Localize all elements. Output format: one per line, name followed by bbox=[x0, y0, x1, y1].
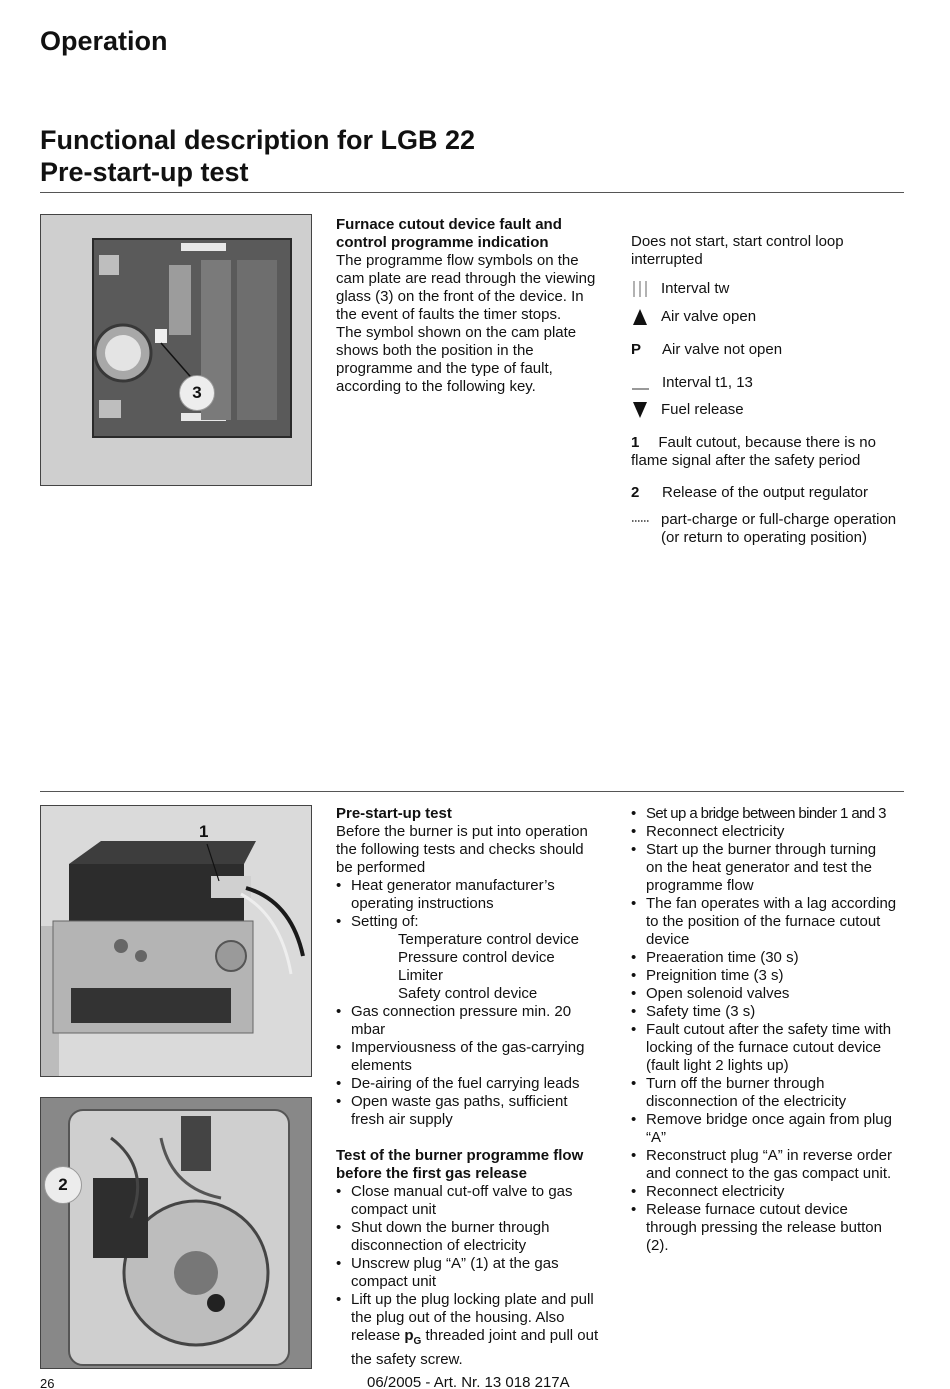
section-title: Operation bbox=[40, 26, 168, 56]
key-label: Release of the output regulator bbox=[662, 484, 868, 501]
key-intro-line1: Does not start, start control loop bbox=[631, 233, 844, 250]
intro-line: Before the burner is put into operation bbox=[336, 823, 588, 840]
list-item: • Preignition time (3 s) bbox=[631, 967, 909, 985]
test-heading-line1: Test of the burner programme flow bbox=[336, 1147, 584, 1164]
test-steps-right-column bbox=[631, 805, 909, 1255]
key-intro bbox=[631, 233, 906, 269]
intro-line: be performed bbox=[336, 859, 426, 876]
key-fault-line1 bbox=[631, 434, 906, 452]
list-item: • De-airing of the fuel carrying leads bbox=[336, 1075, 621, 1093]
key-fault-cutout bbox=[631, 434, 906, 470]
key-label: part-charge or full-charge operation bbox=[661, 511, 897, 528]
list-item: • Lift up the plug locking plate and pull the plug out of the housing. Also release $p_G$ threaded joint and pull out the safety screw. bbox=[336, 1291, 621, 1369]
callout-1: 1 bbox=[199, 822, 209, 841]
pre-start-heading: Pre-start-up test bbox=[336, 805, 452, 822]
body-line: The symbol shown on the cam plate bbox=[336, 324, 577, 341]
key-label: Air valve not open bbox=[662, 341, 783, 358]
body-line: shows both the position in the bbox=[336, 342, 534, 359]
body-line: according to the following key. bbox=[336, 378, 536, 395]
top-divider bbox=[40, 192, 904, 193]
checks-list-2 bbox=[336, 1003, 621, 1129]
list-item: • Gas connection pressure min. 20 mbar bbox=[336, 1003, 621, 1039]
middle-divider bbox=[40, 791, 904, 792]
cam-plate-description bbox=[336, 216, 616, 396]
body-line: cam plate are read through the viewing bbox=[336, 270, 596, 287]
body-line: programme and the type of fault, bbox=[336, 360, 553, 377]
setting-item: Temperature control device bbox=[398, 931, 579, 948]
key-label: Air valve open bbox=[661, 308, 757, 325]
triangle-up-icon bbox=[631, 308, 659, 331]
setting-item: Safety control device bbox=[398, 985, 538, 1002]
list-item: • Set up a bridge between binder 1 and 3 bbox=[631, 805, 909, 823]
list-item: • Open solenoid valves bbox=[631, 985, 909, 1003]
body-line: the event of faults the timer stops. bbox=[336, 306, 562, 323]
key-label: Interval tw bbox=[661, 280, 730, 297]
key-symbol-p: P bbox=[631, 341, 642, 358]
test-steps-list bbox=[336, 1183, 621, 1369]
list-item: • Safety time (3 s) bbox=[631, 1003, 909, 1021]
page-number: 26 bbox=[40, 1376, 55, 1389]
page-title-line2: Pre-start-up test bbox=[40, 157, 249, 187]
list-item: • Reconnect electricity bbox=[631, 1183, 909, 1201]
list-item: • Reconstruct plug “A” in reverse order and connect to the gas compact unit. bbox=[631, 1147, 909, 1183]
underscore-line-icon bbox=[631, 374, 659, 397]
burner-interior-photo bbox=[40, 1097, 312, 1369]
callout-3: 3 bbox=[179, 375, 215, 411]
key-label: (or return to operating position) bbox=[661, 529, 867, 546]
release-pg-line: release $p_G$ threaded joint and pull out bbox=[351, 1327, 599, 1347]
key-symbol-1: 1 bbox=[631, 434, 640, 451]
burner-interior-illustration bbox=[41, 1098, 312, 1369]
list-item: • Setting of: bbox=[336, 913, 621, 931]
list-item: • Start up the burner through turning on the heat generator and test the programme flow bbox=[631, 841, 909, 895]
list-item: • Shut down the burner through disconnection of electricity bbox=[336, 1219, 621, 1255]
gas-valve-illustration bbox=[41, 806, 312, 1077]
list-item: • Fault cutout after the safety time with locking of the furnace cutout device (fault light 2 lights up) bbox=[631, 1021, 909, 1075]
test-heading-line2: before the first gas release bbox=[336, 1165, 527, 1182]
list-item: • Release furnace cutout device through pressing the release button (2). bbox=[631, 1201, 909, 1255]
page-title bbox=[40, 124, 475, 188]
key-intro-line2: interrupted bbox=[631, 251, 703, 268]
list-item: • Turn off the burner through disconnection of the electricity bbox=[631, 1075, 909, 1111]
key-label: Interval t1, 13 bbox=[662, 374, 753, 391]
key-fault-line2: flame signal after the safety period bbox=[631, 452, 861, 469]
list-item: • Heat generator manufacturer’s operating instructions bbox=[336, 877, 621, 913]
triangle-down-icon bbox=[631, 401, 659, 424]
list-item: • The fan operates with a lag according to the position of the furnace cutout device bbox=[631, 895, 909, 949]
control-device-illustration bbox=[41, 215, 312, 486]
body-line: The programme flow symbols on the bbox=[336, 252, 579, 269]
key-symbol-2: 2 bbox=[631, 484, 640, 501]
list-item: • Remove bridge once again from plug “A” bbox=[631, 1111, 909, 1147]
dotted-line-icon bbox=[631, 511, 659, 534]
list-item: • Imperviousness of the gas-carrying elements bbox=[336, 1039, 621, 1075]
article-reference: 06/2005 - Art. Nr. 13 018 217A bbox=[367, 1374, 570, 1389]
checks-list bbox=[336, 877, 621, 931]
list-item: • Unscrew plug “A” (1) at the gas compact unit bbox=[336, 1255, 621, 1291]
setting-item: Limiter bbox=[398, 967, 444, 984]
setting-item: Pressure control device bbox=[398, 949, 555, 966]
key-label: Fuel release bbox=[661, 401, 744, 418]
body-line: glass (3) on the front of the device. In bbox=[336, 288, 584, 305]
list-item: • Reconnect electricity bbox=[631, 823, 909, 841]
right-steps-list bbox=[631, 805, 909, 1255]
list-item: • Close manual cut-off valve to gas compact unit bbox=[336, 1183, 621, 1219]
cam-plate-heading-line1: Furnace cutout device fault and bbox=[336, 216, 562, 233]
gas-valve-photo bbox=[40, 805, 312, 1077]
page-title-line1: Functional description for LGB 22 bbox=[40, 125, 476, 155]
triple-bar-icon bbox=[631, 280, 659, 303]
cam-plate-heading-line2: control programme indication bbox=[336, 234, 549, 251]
control-device-photo bbox=[40, 214, 312, 486]
pre-start-test-column bbox=[336, 805, 621, 1369]
key-label: Fault cutout, because there is no bbox=[658, 434, 876, 451]
intro-line: the following tests and checks should bbox=[336, 841, 584, 858]
list-item: • Open waste gas paths, sufficient fresh air supply bbox=[336, 1093, 621, 1129]
setting-items bbox=[336, 931, 621, 1003]
callout-2: 2 bbox=[44, 1166, 82, 1204]
list-item: • Preaeration time (30 s) bbox=[631, 949, 909, 967]
